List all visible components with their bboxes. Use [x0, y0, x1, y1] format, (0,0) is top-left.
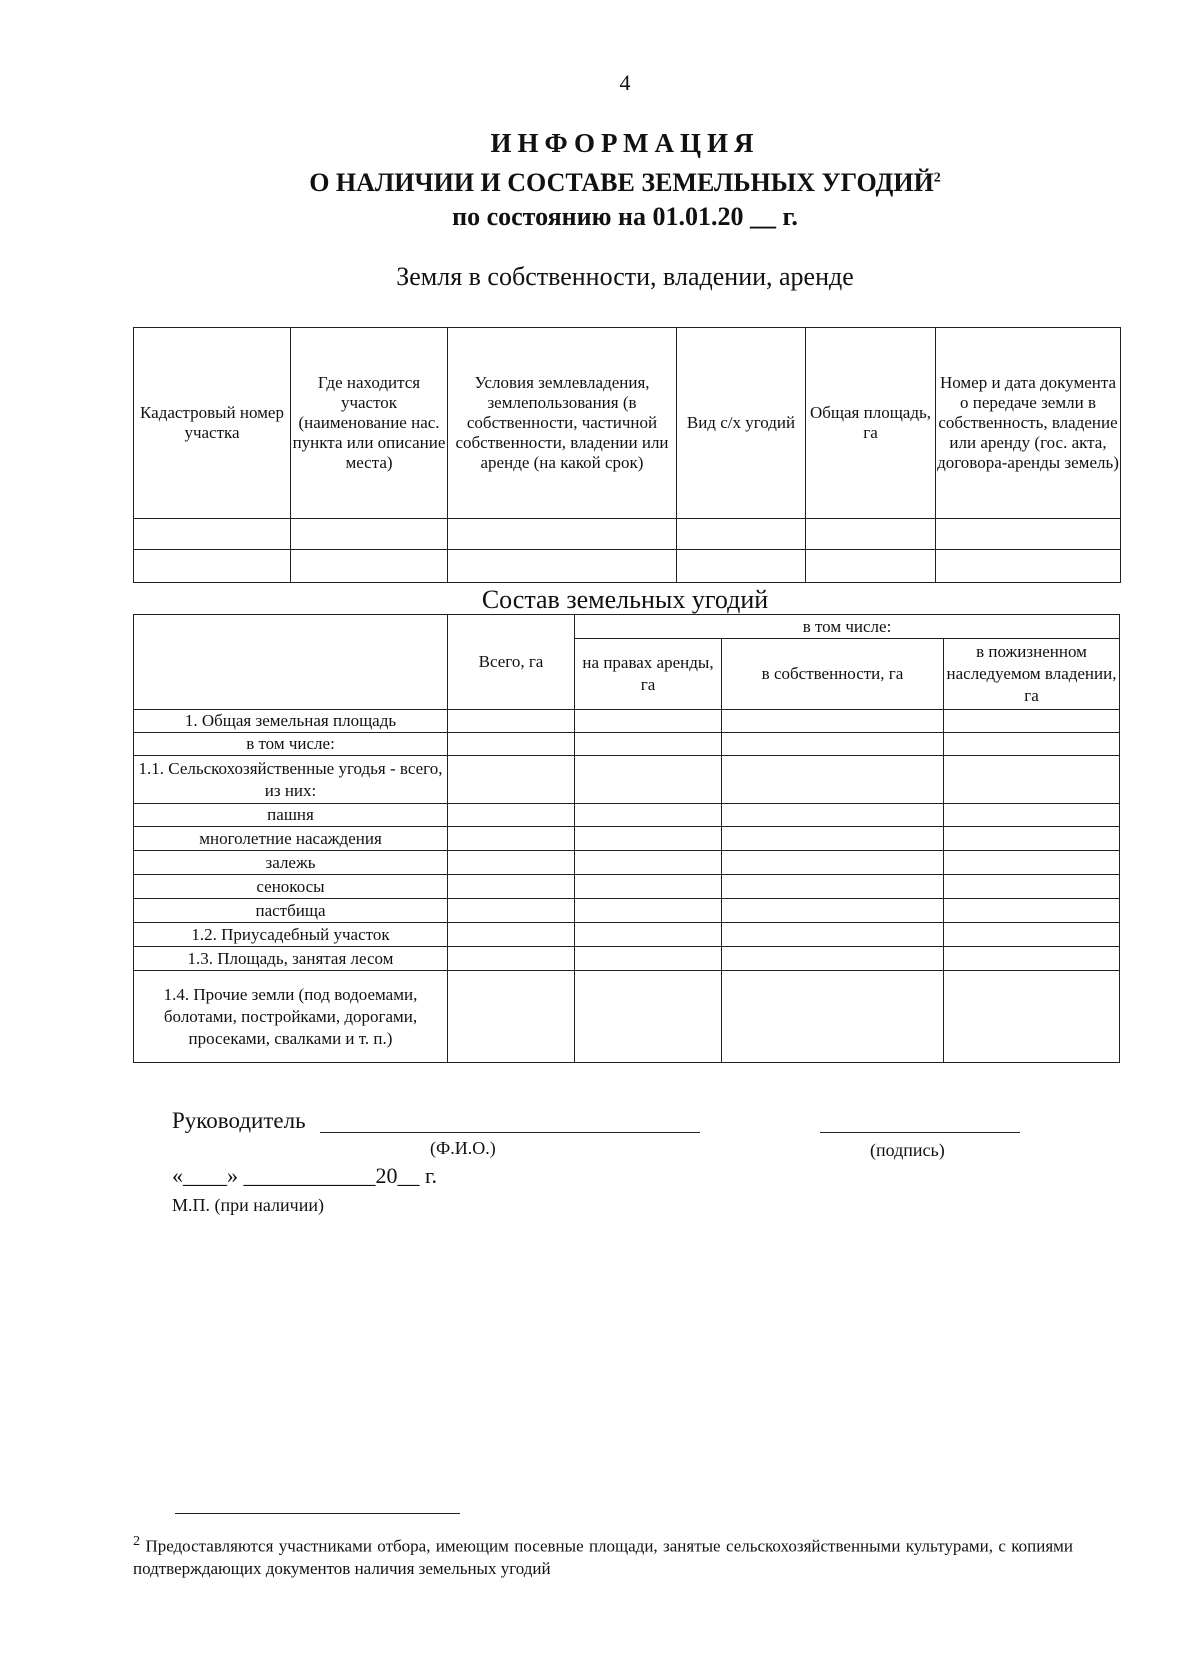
row-label: залежь [134, 851, 448, 875]
table-cell[interactable] [448, 550, 677, 583]
table-cell[interactable] [677, 550, 806, 583]
row-label: сенокосы [134, 875, 448, 899]
table-cell[interactable] [575, 827, 722, 851]
table-row [134, 710, 1120, 733]
table-cell[interactable] [944, 947, 1120, 971]
table-cell[interactable] [722, 875, 944, 899]
col-conditions: Условия землевладения, землепользования (в собственности, частичной собственности, владении или аренде (на какой срок) [448, 328, 677, 519]
col-total: Всего, га [448, 615, 575, 710]
table-cell[interactable] [722, 733, 944, 756]
document-title: ИНФОРМАЦИЯ [490, 128, 760, 158]
table-cell[interactable] [448, 875, 575, 899]
table-row [134, 519, 1121, 550]
table-cell[interactable] [291, 519, 448, 550]
table-row [134, 550, 1121, 583]
table-cell[interactable] [944, 827, 1120, 851]
page-number: 4 [619, 70, 631, 95]
table-cell[interactable] [944, 923, 1120, 947]
table-row [134, 971, 1120, 1063]
col-land-type: Вид с/х угодий [677, 328, 806, 519]
row-label: 1.4. Прочие земли (под водоемами, болотами, постройками, дорогами, просеками, свалками и т. п.) [134, 971, 448, 1063]
row-label: 1.2. Приусадебный участок [134, 923, 448, 947]
table-cell[interactable] [575, 733, 722, 756]
table-cell[interactable] [575, 756, 722, 804]
table-cell[interactable] [722, 710, 944, 733]
section1-title: Земля в собственности, владении, аренде [396, 262, 854, 291]
table-cell[interactable] [575, 875, 722, 899]
fio-caption: (Ф.И.О.) [430, 1138, 496, 1158]
table-cell[interactable] [575, 899, 722, 923]
table-cell[interactable] [575, 851, 722, 875]
table-row [134, 947, 1120, 971]
land-ownership-table [133, 327, 1121, 583]
signature-caption: (подпись) [870, 1140, 945, 1160]
table-cell[interactable] [722, 947, 944, 971]
table-cell[interactable] [944, 756, 1120, 804]
table-cell[interactable] [722, 923, 944, 947]
table-cell[interactable] [134, 550, 291, 583]
table-cell[interactable] [944, 899, 1120, 923]
table-cell[interactable] [448, 710, 575, 733]
date-line: «____» ____________20__ г. [172, 1163, 438, 1188]
table-header-row [134, 615, 1120, 639]
stamp-note: М.П. (при наличии) [172, 1195, 324, 1215]
table-cell[interactable] [448, 899, 575, 923]
row-label: пашня [134, 804, 448, 827]
row-label: в том числе: [134, 733, 448, 756]
land-composition-table [133, 614, 1120, 1063]
table-cell[interactable] [944, 733, 1120, 756]
table-cell[interactable] [448, 851, 575, 875]
row-label: многолетние насаждения [134, 827, 448, 851]
header-empty [134, 615, 448, 710]
director-label: Руководитель [172, 1108, 306, 1133]
table-cell[interactable] [448, 923, 575, 947]
signature-field[interactable] [820, 1132, 1020, 1133]
table-cell[interactable] [677, 519, 806, 550]
col-including: в том числе: [575, 615, 1120, 639]
footnote-mark: 2 [933, 170, 941, 186]
table-row [134, 827, 1120, 851]
col-location: Где находится участок (наименование нас. пункта или описание места) [291, 328, 448, 519]
document-subtitle [0, 168, 1200, 198]
table-cell[interactable] [448, 827, 575, 851]
table-cell[interactable] [722, 756, 944, 804]
row-label: 1. Общая земельная площадь [134, 710, 448, 733]
table-header-row [134, 328, 1121, 519]
table-row [134, 756, 1120, 804]
table-cell[interactable] [806, 550, 936, 583]
table-cell[interactable] [575, 710, 722, 733]
col-area: Общая площадь, га [806, 328, 936, 519]
footnote [133, 1530, 1073, 1580]
table-row [134, 899, 1120, 923]
table-cell[interactable] [722, 851, 944, 875]
table-cell[interactable] [448, 947, 575, 971]
as-of-date: по состоянию на 01.01.20 __ г. [452, 202, 798, 231]
col-lifetime: в пожизненном наследуемом владении, га [944, 639, 1120, 710]
row-label: 1.3. Площадь, занятая лесом [134, 947, 448, 971]
table-cell[interactable] [722, 899, 944, 923]
row-label: пастбища [134, 899, 448, 923]
row-label: 1.1. Сельскохозяйственные угодья - всего, из них: [134, 756, 448, 804]
subtitle-text: О НАЛИЧИИ И СОСТАВЕ ЗЕМЕЛЬНЫХ УГОДИЙ [309, 168, 934, 197]
table-cell[interactable] [575, 923, 722, 947]
table-cell[interactable] [448, 733, 575, 756]
table-cell[interactable] [936, 519, 1121, 550]
table-row [134, 804, 1120, 827]
table-row [134, 733, 1120, 756]
table-cell[interactable] [448, 804, 575, 827]
table-cell[interactable] [944, 710, 1120, 733]
table-cell[interactable] [134, 519, 291, 550]
table-cell[interactable] [575, 971, 722, 1063]
footnote-mark: 2 [133, 1533, 141, 1549]
table-cell[interactable] [936, 550, 1121, 583]
col-lease: на правах аренды, га [575, 639, 722, 710]
col-document: Номер и дата документа о передаче земли в собственность, владение или аренду (гос. акта, договора-аренды земель) [936, 328, 1121, 519]
table-row [134, 851, 1120, 875]
table-cell[interactable] [944, 875, 1120, 899]
section2-title: Состав земельных угодий [481, 585, 769, 614]
footnote-text: Предоставляются участниками отбора, имеющим посевные площади, занятые сельскохозяйственными культурами, с копиями подтверждающих документов наличия земельных угодий [133, 1536, 1074, 1578]
table-cell[interactable] [448, 519, 677, 550]
table-cell[interactable] [448, 971, 575, 1063]
table-cell[interactable] [448, 756, 575, 804]
col-cadastral: Кадастровый номер участка [134, 328, 291, 519]
table-cell[interactable] [722, 971, 944, 1063]
fio-field[interactable] [320, 1132, 700, 1133]
table-cell[interactable] [575, 947, 722, 971]
table-cell[interactable] [806, 519, 936, 550]
table-cell[interactable] [944, 971, 1120, 1063]
table-cell[interactable] [722, 827, 944, 851]
table-cell[interactable] [944, 851, 1120, 875]
footnote-divider [175, 1513, 460, 1514]
table-row [134, 875, 1120, 899]
table-row [134, 923, 1120, 947]
table-cell[interactable] [575, 804, 722, 827]
table-cell[interactable] [944, 804, 1120, 827]
table-cell[interactable] [291, 550, 448, 583]
col-own: в собственности, га [722, 639, 944, 710]
table-cell[interactable] [722, 804, 944, 827]
